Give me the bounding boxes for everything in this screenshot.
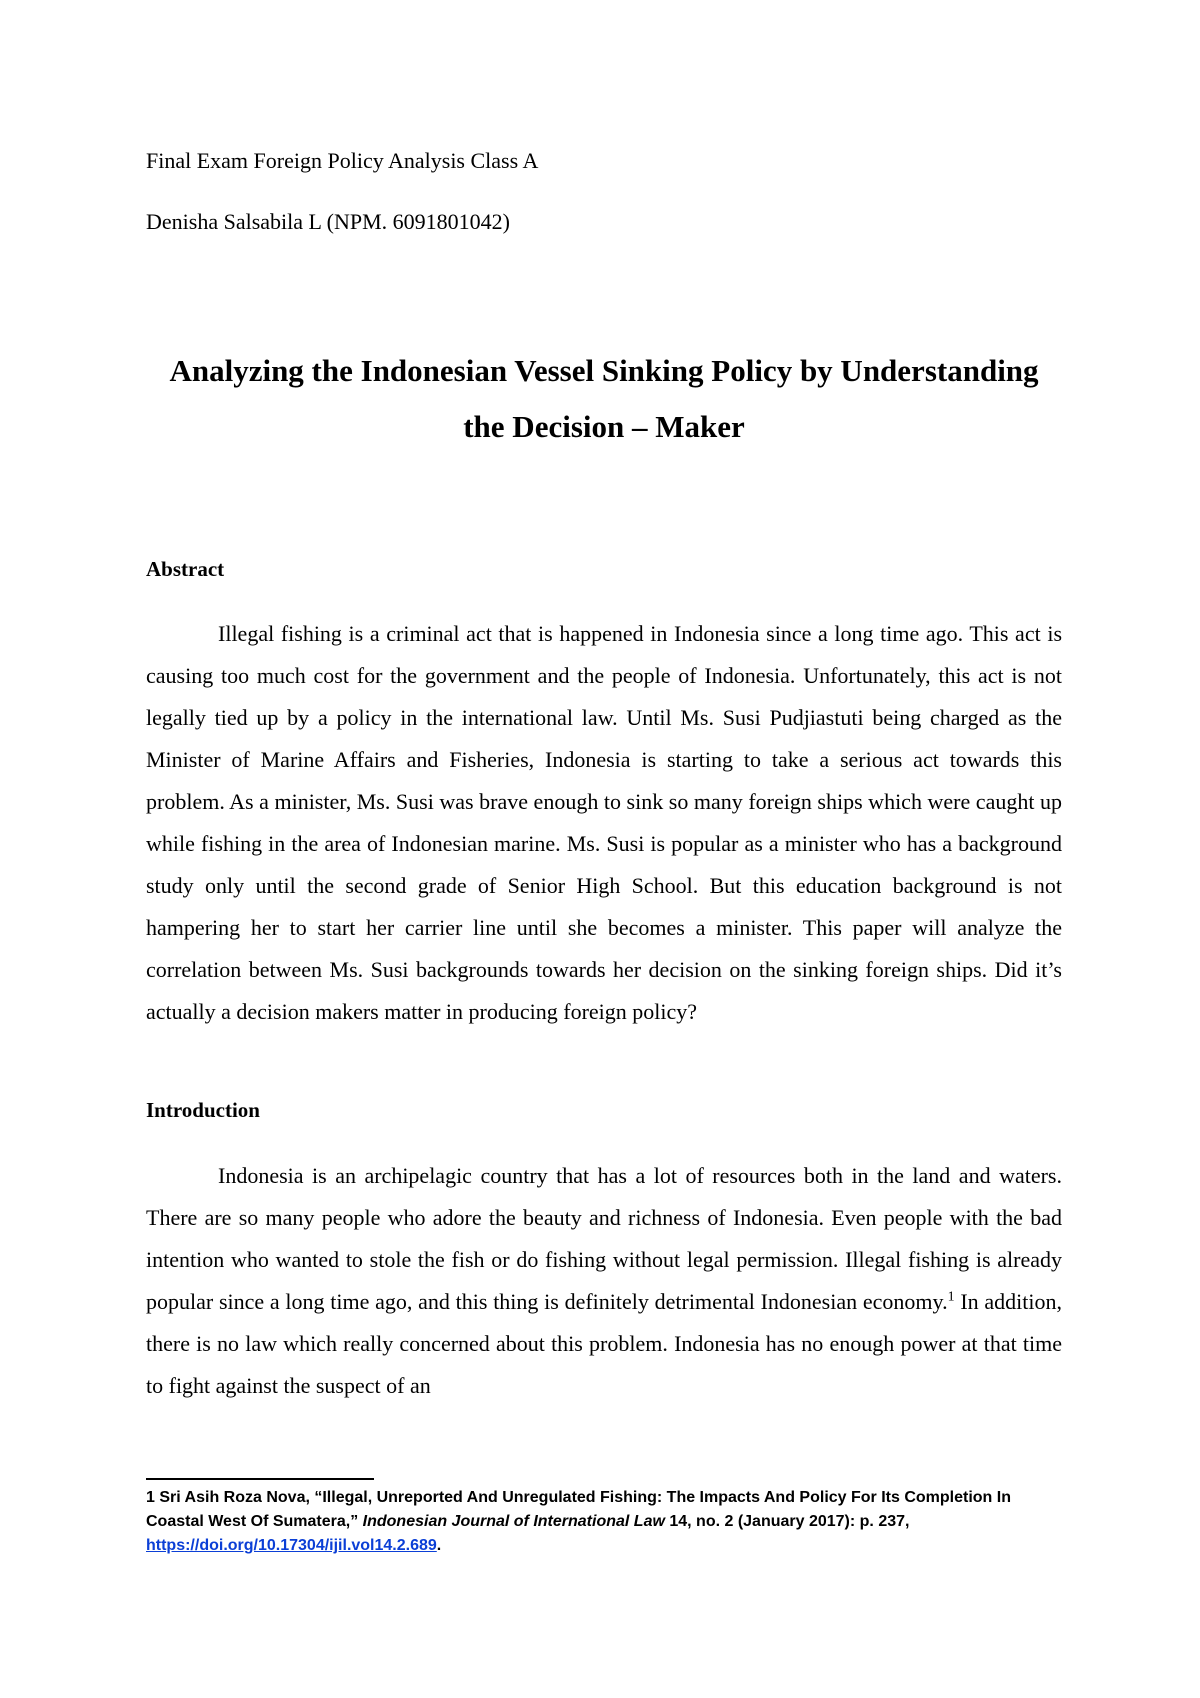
author-line: Denisha Salsabila L (NPM. 6091801042) (146, 209, 510, 234)
course-line: Final Exam Foreign Policy Analysis Class A (146, 148, 539, 173)
footnote-separator (146, 1478, 374, 1480)
footnote-citation-start: Sri Asih Roza Nova, “Illegal, Unreported And Unregulated Fishing: The Impacts And Policy For Its Completion In Coastal West Of Sumatera,” (146, 1489, 1011, 1530)
introduction-text-start: Indonesia is an archipelagic country that has a lot of resources both in the land and waters. There are so many people who adore the beauty and richness of Indonesia. Even people with the bad intention who wanted to stole the fish or do fishing without legal permission. Illegal fishing is already popular since a long time ago, and this thing is definitely detrimental Indonesian economy. (146, 1163, 1062, 1314)
introduction-text-end: In addition, there is no law which really concerned about this problem. Indonesia has no enough power at that time to fight against the suspect of an (146, 1289, 1063, 1398)
footnote-trailing: . (436, 1537, 442, 1554)
document-title (146, 343, 1062, 455)
introduction-heading: Introduction (146, 1098, 260, 1122)
abstract-heading: Abstract (146, 557, 225, 581)
footnote-number: 1 (146, 1489, 155, 1506)
footnote (146, 1486, 1062, 1558)
footnote-citation-end: 14, no. 2 (January 2017): p. 237, (664, 1513, 910, 1530)
abstract-paragraph: Illegal fishing is a criminal act that is happened in Indonesia since a long time ago. This act is causing too much cost for the government and the people of Indonesia. Unfortunately, this act is not legally tied up by a policy in the international law. Until Ms. Susi Pudjiastuti being charged as the Minister of Marine Affairs and Fisheries, Indonesia is starting to take a serious act towards this problem. As a minister, Ms. Susi was brave enough to sink so many foreign ships which were caught up while fishing in the area of Indonesian marine. Ms. Susi is popular as a minister who has a background study only until the second grade of Senior High School. But this education background is not hampering her to start her carrier line until she becomes a minister. This paper will analyze the correlation between Ms. Susi backgrounds towards her decision on the sinking foreign ships. Did it’s actually a decision makers matter in producing foreign policy? (146, 621, 1062, 1024)
introduction-paragraph (146, 1155, 1062, 1407)
footnote-reference[interactable]: 1 (947, 1289, 955, 1305)
title-line-2: the Decision – Maker (463, 409, 745, 444)
footnote-journal-title: Indonesian Journal of International Law (362, 1513, 665, 1530)
title-line-1: Analyzing the Indonesian Vessel Sinking Policy by Understanding (169, 353, 1039, 388)
footnote-doi-link[interactable]: https://doi.org/10.17304/ijil.vol14.2.689 (146, 1537, 437, 1554)
